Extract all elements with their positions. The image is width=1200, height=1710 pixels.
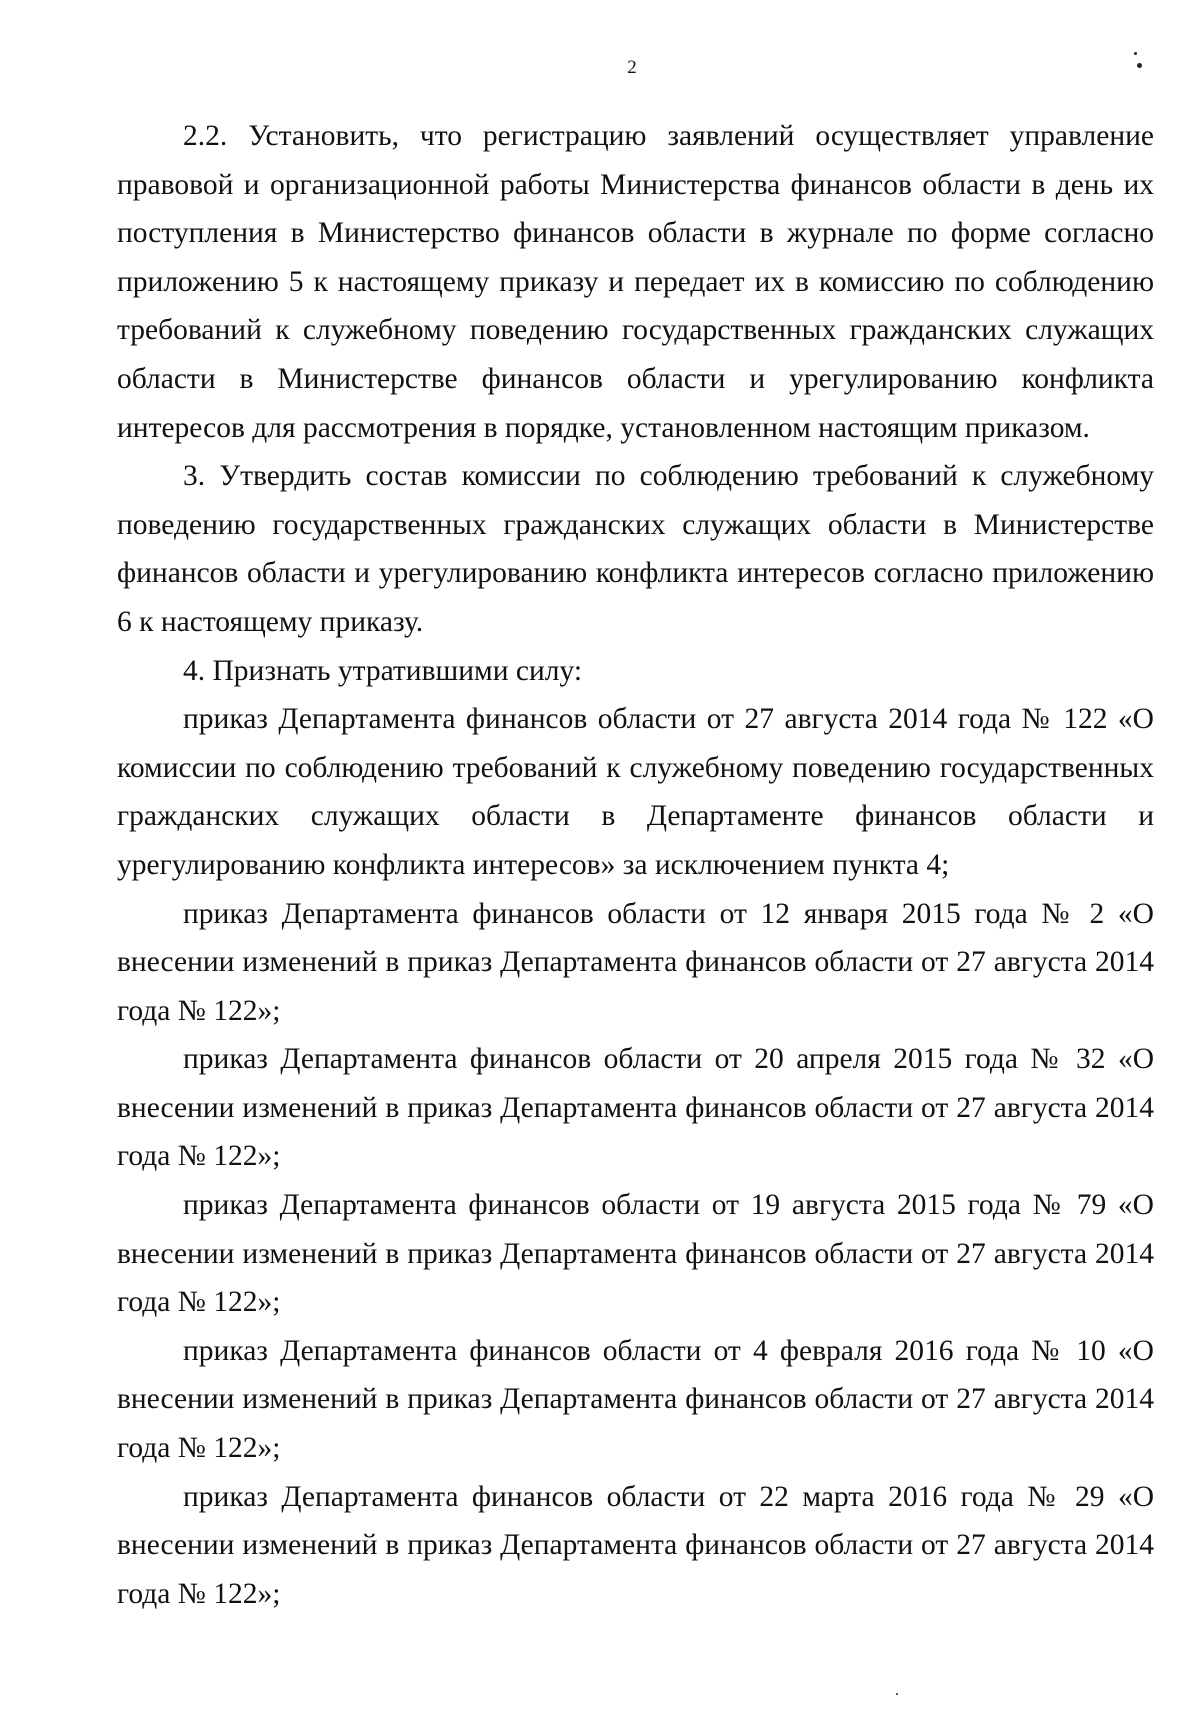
repealed-order-item: приказ Департамента финансов области от 4 февраля 2016 года № 10 «О внесении изменений в приказ Департамента финансов области от 27 августа 2014 года № 122»; <box>117 1334 1154 1465</box>
repealed-order-item: приказ Департамента финансов области от 27 августа 2014 года № 122 «О комиссии по соблюдению требований к служебному поведению государственных гражданских служащих области в Департаменте финансов области и урегулированию конфликта интересов» за исключением пункта 4; <box>117 703 1154 881</box>
paragraph-2-2: 2.2. Установить, что регистрацию заявлений осуществляет управление правовой и организационной работы Министерства финансов области в день их поступления в Министерство финансов области в журнале по форме согласно приложению 5 к настоящему приказу и передает их в комиссию по соблюдению требований к служебному поведению государственных гражданских служащих области в Министерстве финансов области и урегулированию конфликта интересов для рассмотрения в порядке, установленном настоящим приказом. <box>117 120 1154 444</box>
repealed-order-item: приказ Департамента финансов области от 22 марта 2016 года № 29 «О внесении изменений в приказ Департамента финансов области от 27 августа 2014 года № 122»; <box>117 1480 1154 1610</box>
scan-speck <box>1134 52 1137 55</box>
repealed-order-item: приказ Департамента финансов области от 12 января 2015 года № 2 «О внесении изменений в приказ Департамента финансов области от 27 августа 2014 года № 122»; <box>117 897 1154 1027</box>
paragraph-3: 3. Утвердить состав комиссии по соблюдению требований к служебному поведению государственных гражданских служащих области в Министерстве финансов области и урегулированию конфликта интересов согласно приложению 6 к настоящему приказу. <box>117 460 1154 638</box>
scan-speck <box>1137 63 1142 68</box>
repealed-order-item: приказ Департамента финансов области от 19 августа 2015 года № 79 «О внесении изменений в приказ Департамента финансов области от 27 августа 2014 года № 122»; <box>117 1189 1154 1319</box>
repealed-order-item: приказ Департамента финансов области от 20 апреля 2015 года № 32 «О внесении изменений в приказ Департамента финансов области от 27 августа 2014 года № 122»; <box>117 1043 1154 1173</box>
document-body <box>117 112 1154 1618</box>
page-number: 2 <box>627 57 637 78</box>
paragraph-4: 4. Признать утратившими силу: <box>183 654 583 687</box>
scan-speck <box>896 1693 898 1695</box>
